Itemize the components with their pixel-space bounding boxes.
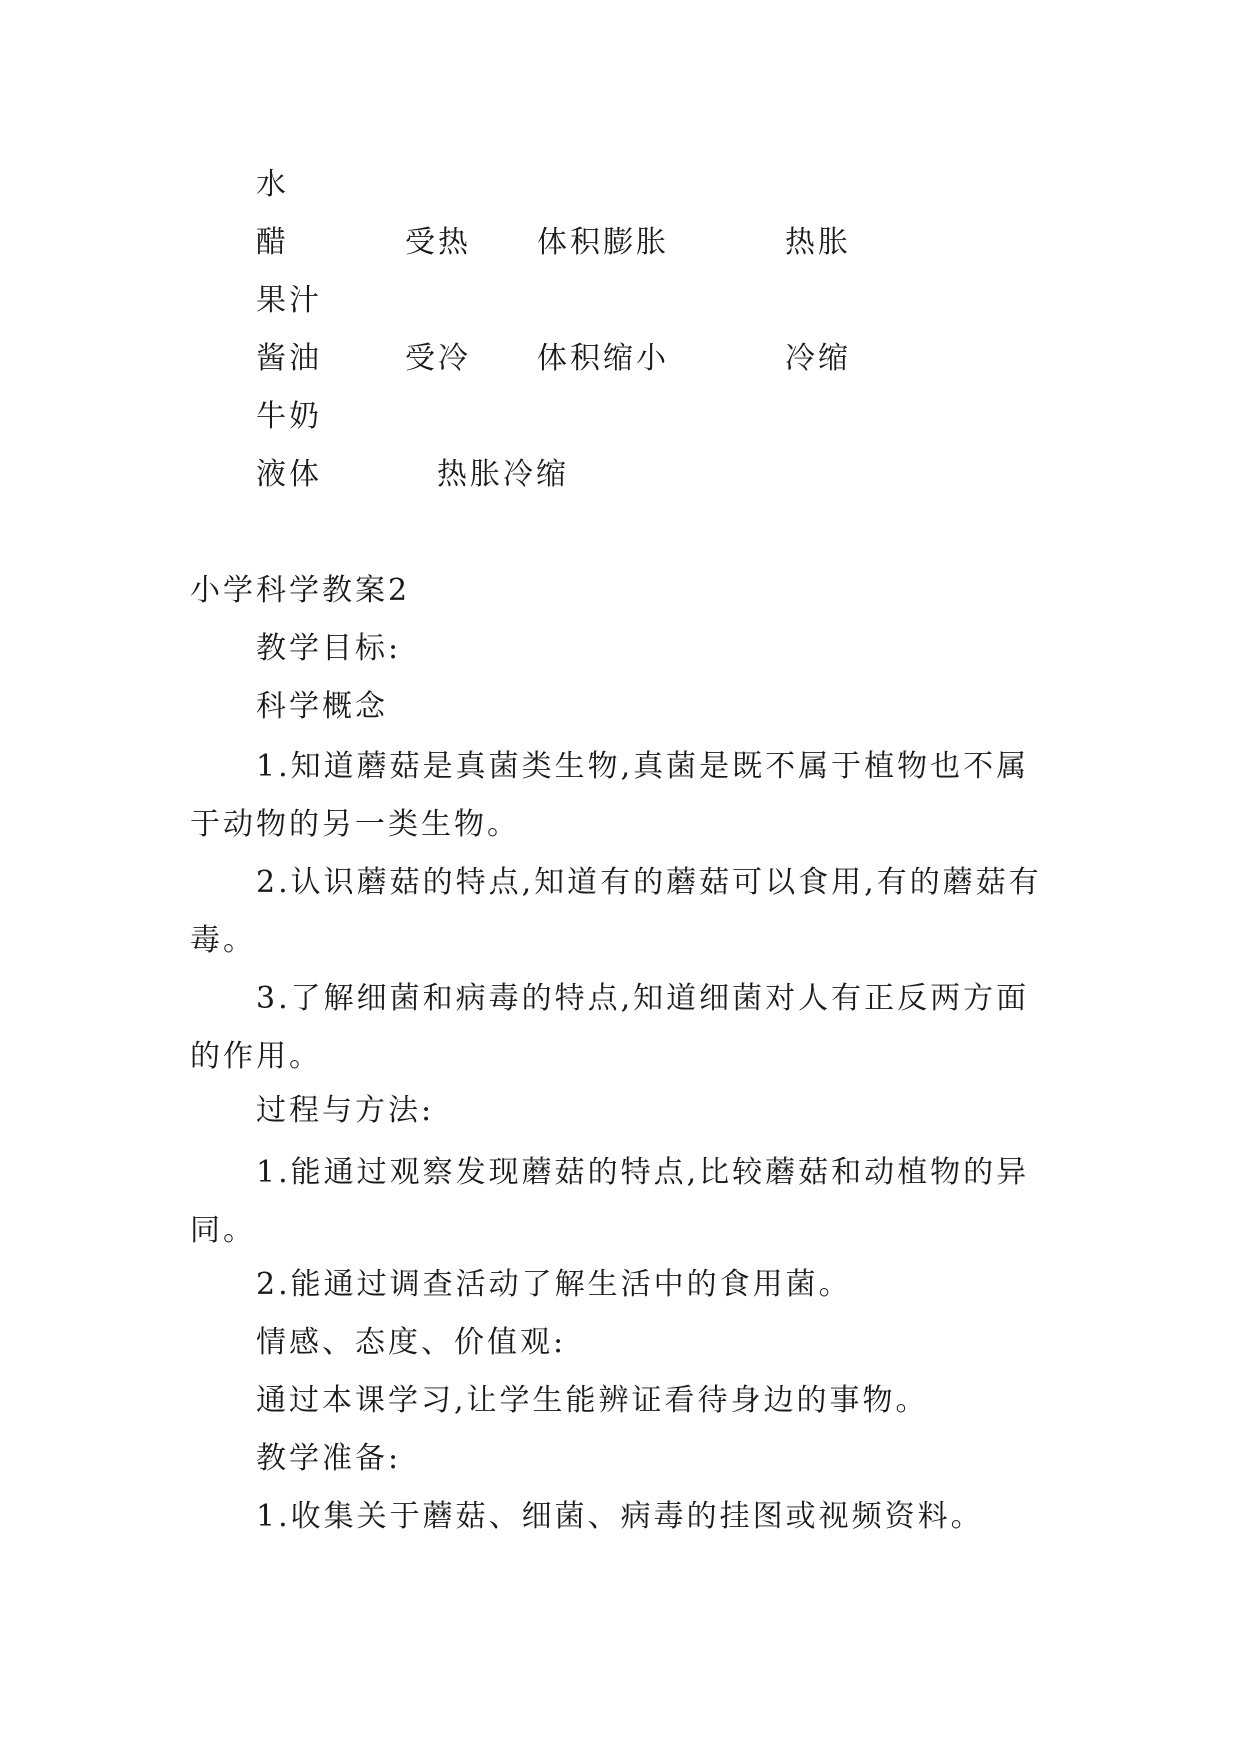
- heading-process-methods: 过程与方法:: [256, 1093, 435, 1128]
- heading-preparation: 教学准备:: [256, 1441, 402, 1476]
- concept-item-1: 1.知道蘑菇是真菌类生物,真菌是既不属于植物也不属于动物的另一类生物。: [190, 749, 1030, 842]
- cold-condition: 受冷: [405, 341, 471, 376]
- section-title: 小学科学教案2: [190, 573, 411, 608]
- heat-change: 体积膨胀: [537, 225, 669, 260]
- heat-term: 热胀: [785, 225, 851, 260]
- process-item-1: 1.能通过观察发现蘑菇的特点,比较蘑菇和动植物的异同。: [190, 1155, 1030, 1248]
- liquid-milk: 牛奶: [256, 399, 322, 434]
- heat-condition: 受热: [405, 225, 471, 260]
- heading-science-concepts: 科学概念: [256, 689, 388, 724]
- process-item-2: 2.能通过调查活动了解生活中的食用菌。: [256, 1267, 852, 1302]
- liquid-water: 水: [256, 167, 289, 202]
- concept-item-2: 2.认识蘑菇的特点,知道有的蘑菇可以食用,有的蘑菇有毒。: [190, 865, 1042, 958]
- heading-teaching-goals: 教学目标:: [256, 631, 402, 666]
- attitude-text: 通过本课学习,让学生能辨证看待身边的事物。: [256, 1383, 929, 1418]
- preparation-item-1: 1.收集关于蘑菇、细菌、病毒的挂图或视频资料。: [256, 1499, 984, 1534]
- liquid-soy-sauce: 酱油: [256, 341, 322, 376]
- liquid-juice: 果汁: [256, 283, 322, 318]
- liquid-vinegar: 醋: [256, 225, 289, 260]
- liquid-general: 液体: [256, 457, 322, 492]
- cold-term: 冷缩: [785, 341, 851, 376]
- concept-item-3: 3.了解细菌和病毒的特点,知道细菌对人有正反两方面的作用。: [190, 981, 1030, 1074]
- heading-attitude: 情感、态度、价值观:: [256, 1325, 567, 1360]
- cold-change: 体积缩小: [537, 341, 669, 376]
- table-conclusion: 热胀冷缩: [437, 457, 569, 492]
